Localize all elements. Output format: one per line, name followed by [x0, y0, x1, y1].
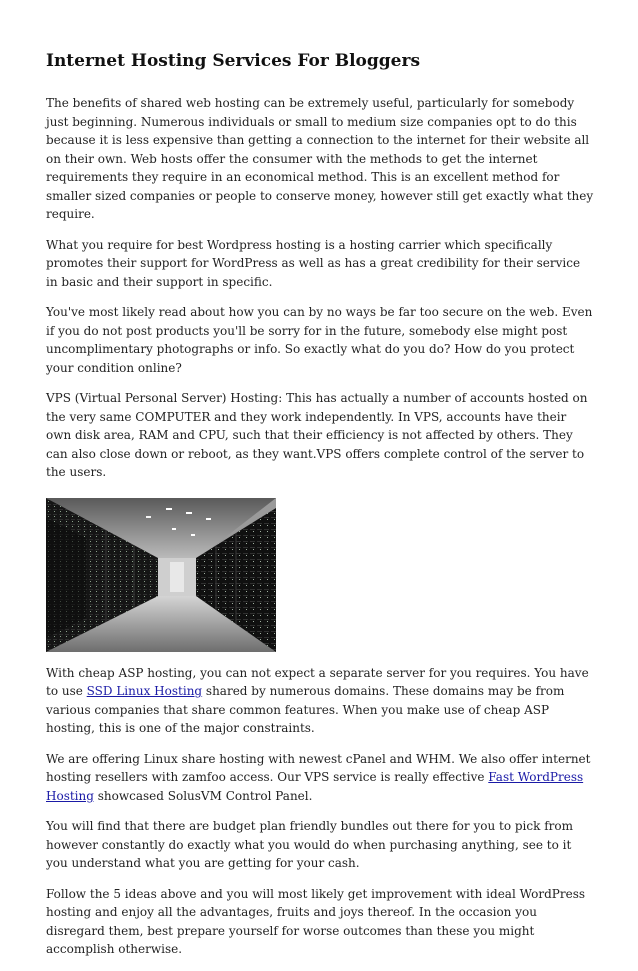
- server-room-photo: [46, 498, 276, 652]
- paragraph-5-text-before: With cheap ASP hosting, you can not expect a separate server for you requires. You have to use: [46, 665, 589, 698]
- paragraph-4: VPS (Virtual Personal Server) Hosting: This has actually a number of accounts hosted on the very same COMPUTER and they work independently. In VPS, accounts have their own disk area, RAM and CPU, such that their efficiency is not affected by others. They can also close down or reboot, as they want.VPS offers complete control of the server to the users.: [46, 391, 588, 479]
- fast-wordpress-hosting-link[interactable]: Fast WordPress Hosting: [46, 770, 584, 803]
- paragraph-6-text-after: showcased SolusVM Control Panel.: [93, 788, 313, 803]
- paragraph-8: Follow the 5 ideas above and you will most likely get improvement with ideal WordPress hosting and enjoy all the advantages, fruits and joys thereof. In the occasion you disregard them, best prepare yourself for worse outcomes than these you might accomplish otherwise.: [46, 886, 586, 956]
- paragraph-7: You will find that there are budget plan friendly bundles out there for you to pick from however constantly do exactly what you would do when purchasing anything, see to it you understand what you are getting for your cash.: [46, 819, 573, 870]
- ssd-linux-hosting-link[interactable]: SSD Linux Hosting: [86, 684, 203, 698]
- paragraph-2: What you require for best Wordpress hosting is a hosting carrier which specifically promotes their support for WordPress as well as has a great credibility for their service in basic and their support in specific.: [46, 237, 581, 289]
- paragraph-5-text-after: shared by numerous domains. These domains may be from various companies that share common features. When you make use of cheap ASP hosting, this is one of the major constraints.: [46, 684, 565, 735]
- paragraph-5: [46, 664, 594, 738]
- paragraph-6: [46, 750, 594, 806]
- paragraph-6-text-before: We are offering Linux share hosting with newest cPanel and WHM. We also offer internet hosting resellers with zamfoo access. Our VPS service is really effective: [46, 751, 591, 784]
- paragraph-1: The benefits of shared web hosting can be extremely useful, particularly for somebody just beginning. Numerous individuals or small to medium size companies opt to do this because it is less expensive than getting a connection to the internet for their website all on their own. Web hosts offer the consumer with the methods to get the internet requirements they require in an economical method. This is an excellent method for smaller sized companies or people to conserve money, however still get exactly what they require.: [46, 96, 594, 221]
- document-page: [46, 50, 594, 971]
- page-title: Internet Hosting Services For Bloggers: [46, 51, 421, 71]
- paragraph-3: You've most likely read about how you can by no ways be far too secure on the web. Even if you do not post products you'll be sorry for in the future, somebody else might post uncomplimentary photographs or info. So exactly what do you do? How do you protect your condition online?: [46, 305, 593, 375]
